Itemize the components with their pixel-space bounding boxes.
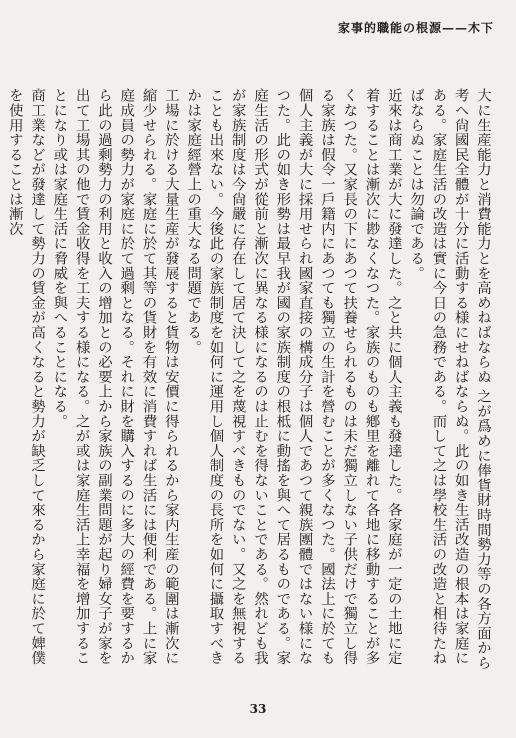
page-number: 33 xyxy=(249,702,267,716)
paragraph: 近來は商工業が大に發達した。之と共に個人主義も發達した。各家庭が一定の土地に定着することは漸次に尠なくなつた。家族のものも鄕里を離れて各地に移動することが多くなつた。又家長の下にあつて扶養せられるものは未だ獨立しない子供だけで獨立し得る家族は假令一戶籍内にあつても獨立の生計を營むことが多くなつた。國法上に於ても個人主義が大に採用せられ國家直接の構成分子は個人であつて親族團體ではない様になつた。此の如き形勢は最早我が國の家族制度の根柢に動搖を與へて居るものである。家庭生活の形式が從前と漸次に異なる様になるのは止むを得ないことである。然れども我が家族制度は今尙嚴に存在して居て決して之を蔑視すべきものでない。又之を無視することも出來ない。今後此の家族制度を如何に運用し個人制度の長所を如何に攝取すべきかは家庭經營上の重大なる問題である。 xyxy=(185,88,402,666)
body-text xyxy=(6,88,494,673)
running-header: 家事的職能の根源——木下 xyxy=(337,21,494,35)
paragraph: 商工業などが發達して勢力の賃金が高くなると勢力が缺乏して來るから家庭に於て婢僕を使用することは漸次 xyxy=(6,88,46,666)
paragraph: 工場に於ける大量生産が發展すると貨物は安價に得られるから家内生産の範圍は漸次に縮少せられる。家庭に於て其等の貨財を有效に消費すれば生活には便利である。上に家庭成員の勢力が家庭に於て過剩となる。それに財を購入するのに多大の經費を要するから此の過剩勢力の利用と收入の增加との必要上から家族の副業問題が起り婦女子が家を出て工場其の他で賃金收得を工夫する様になる。之が或は家庭生活上幸福を增加することになり或は家庭生活に脅威を與へることになる。 xyxy=(51,88,179,666)
paragraph: 大に生産能力と消費能力とを高めねばならぬ 之が爲めに俸貨財時間勢力等の各方面から考へ尙國民全體が十分に活動する様にせねばならぬ。此の如き生活改造の根本は家庭にある。家庭生活の改造は實に今日の急務である。而して之は學校生活の改造と相待たねばならぬことは勿論である。 xyxy=(408,88,491,671)
